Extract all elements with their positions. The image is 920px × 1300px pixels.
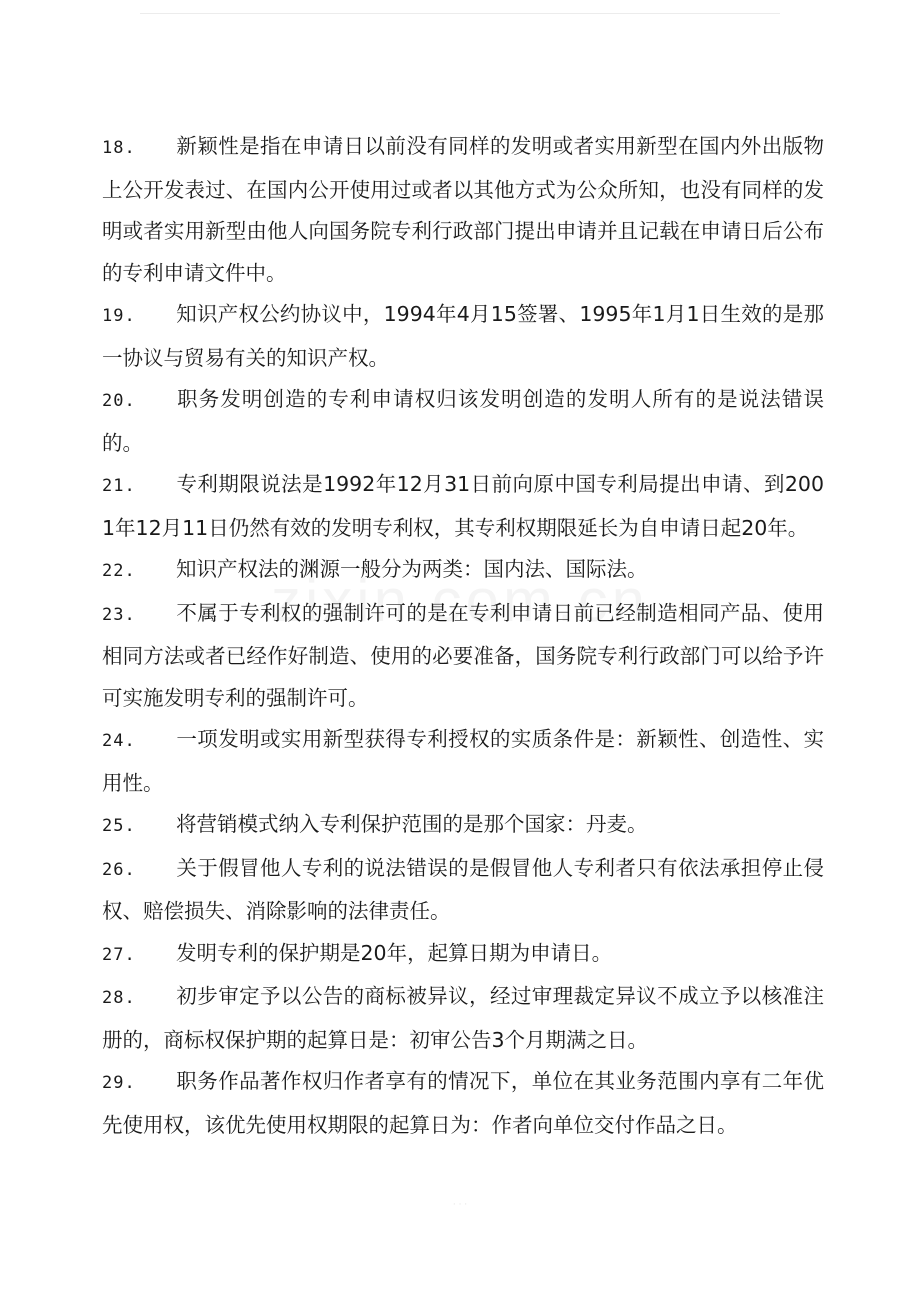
item-text: 关于假冒他人专利的说法错误的是假冒他人专利者只有依法承担停止侵权、赔偿损失、消除影响的法律责任。 (102, 855, 824, 923)
item-number: 20. (102, 391, 136, 411)
item-number: 22. (102, 561, 136, 581)
list-item (102, 549, 824, 593)
item-number: 23. (102, 604, 136, 625)
list-item (102, 1061, 824, 1146)
item-text: 发明专利的保护期是20年，起算日期为申请日。 (176, 940, 613, 965)
list-item (102, 294, 824, 379)
document-body (102, 126, 824, 1146)
list-item (102, 719, 824, 804)
list-item (102, 976, 824, 1061)
item-number: 19. (102, 306, 136, 326)
item-number: 26. (102, 859, 136, 880)
item-number: 24. (102, 731, 136, 751)
item-text: 新颖性是指在申请日以前没有同样的发明或者实用新型在国内外出版物上公开发表过、在国内公开使用过或者以其他方式为公众所知，也没有同样的发明或者实用新型由他人向国务院专利行政部门提出申请并且记载在申请日后公布的专利申请文件中。 (102, 134, 824, 285)
item-text: 初步审定予以公告的商标被异议，经过审理裁定异议不成立予以核准注册的，商标权保护期的起算日是：初审公告3个月期满之日。 (102, 984, 824, 1052)
item-text: 专利期限说法是1992年12月31日前向原中国专利局提出申请、到2001年12月11日仍然有效的发明专利权，其专利权期限延长为自申请日起20年。 (102, 472, 824, 540)
list-item (102, 804, 824, 848)
footer-mark: · · · (452, 1200, 468, 1210)
list-item (102, 593, 824, 720)
list-item (102, 933, 824, 977)
item-text: 职务发明创造的专利申请权归该发明创造的发明人所有的是说法错误的。 (102, 387, 824, 455)
header-rule (140, 13, 780, 14)
item-number: 18. (102, 138, 136, 158)
list-item (102, 379, 824, 464)
item-text: 知识产权公约协议中，1994年4月15签署、1995年1月1日生效的是那一协议与贸易有关的知识产权。 (102, 302, 824, 370)
item-text: 知识产权法的渊源一般分为两类：国内法、国际法。 (176, 557, 648, 581)
item-text: 将营销模式纳入专利保护范围的是那个国家：丹麦。 (176, 812, 648, 836)
item-number: 29. (102, 1073, 136, 1093)
item-number: 27. (102, 944, 136, 965)
item-number: 25. (102, 816, 136, 836)
list-item (102, 848, 824, 933)
item-number: 21. (102, 476, 136, 496)
list-item (102, 464, 824, 549)
item-number: 28. (102, 988, 136, 1008)
item-text: 职务作品著作权归作者享有的情况下，单位在其业务范围内享有二年优先使用权，该优先使用权期限的起算日为：作者向单位交付作品之日。 (102, 1069, 824, 1137)
item-text: 一项发明或实用新型获得专利授权的实质条件是：新颖性、创造性、实用性。 (102, 727, 824, 795)
item-text: 不属于专利权的强制许可的是在专利申请日前已经制造相同产品、使用相同方法或者已经作好制造、使用的必要准备，国务院专利行政部门可以给予许可实施发明专利的强制许可。 (102, 600, 824, 710)
list-item (102, 126, 824, 294)
